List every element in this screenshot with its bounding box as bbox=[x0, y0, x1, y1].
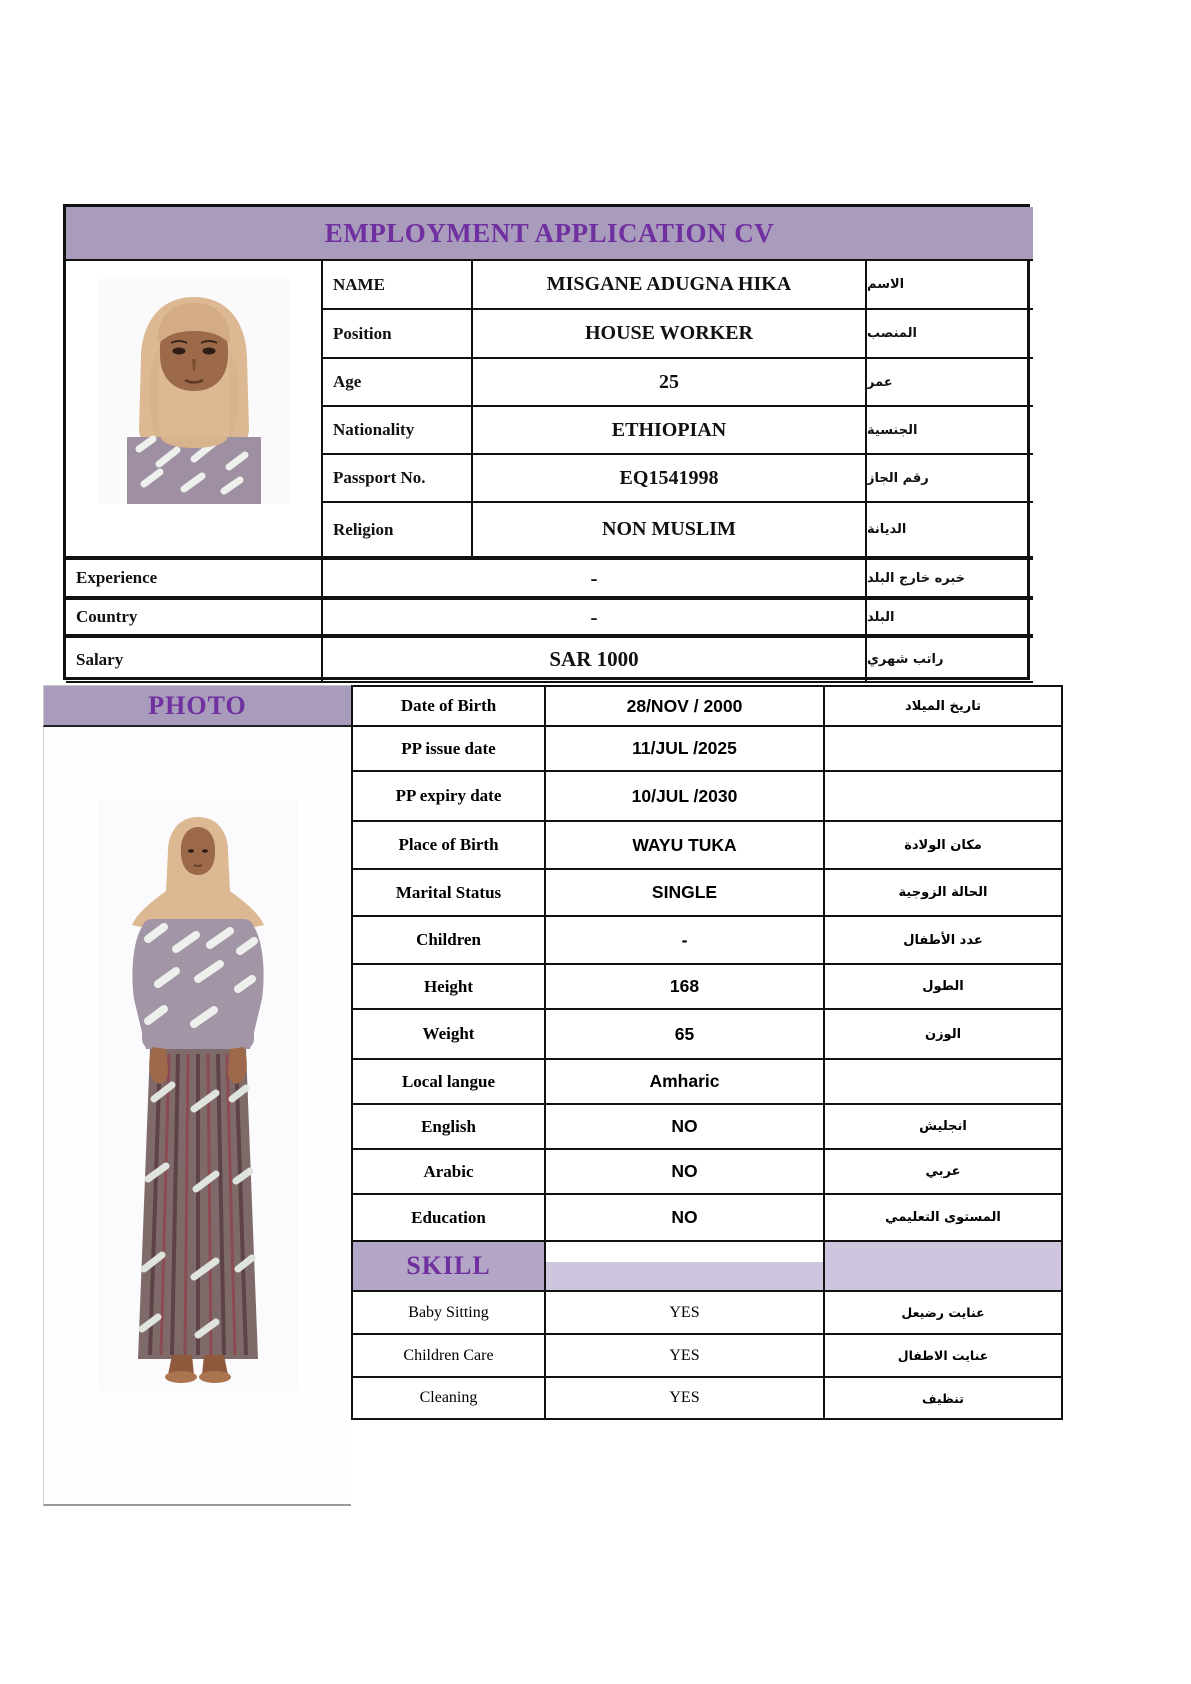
field-label-children: Children bbox=[351, 917, 546, 965]
field-label-arabic: Arabic bbox=[351, 1150, 546, 1195]
field-value: 168 bbox=[546, 965, 825, 1010]
field-value: SINGLE bbox=[546, 870, 825, 917]
field-label-age: Age bbox=[323, 359, 473, 407]
field-label-weight: Weight bbox=[351, 1010, 546, 1060]
field-value: SAR 1000 bbox=[323, 636, 867, 683]
field-value: - bbox=[323, 558, 867, 598]
field-label-position: Position bbox=[323, 310, 473, 359]
field-value: HOUSE WORKER bbox=[473, 310, 867, 359]
skill-value: YES bbox=[546, 1292, 825, 1335]
field-label-arabic: الاسم bbox=[867, 261, 1033, 310]
field-value: EQ1541998 bbox=[473, 455, 867, 503]
skill-label-cleaning: Cleaning bbox=[351, 1378, 546, 1420]
identity-table bbox=[63, 204, 1030, 680]
full-body-photo-cell bbox=[43, 727, 351, 1506]
field-label-local-langue: Local langue bbox=[351, 1060, 546, 1105]
field-label-arabic: الحالة الزوجية bbox=[825, 870, 1063, 917]
field-label-arabic: خبره خارج البلد bbox=[867, 558, 1033, 598]
skill-label-arabic: تنظيف bbox=[825, 1378, 1063, 1420]
field-label-arabic bbox=[825, 1060, 1063, 1105]
skill-header-split-cell bbox=[546, 1242, 825, 1292]
photo-section-title: PHOTO bbox=[43, 685, 351, 727]
field-label-arabic bbox=[825, 727, 1063, 772]
field-value: NO bbox=[546, 1195, 825, 1242]
field-label-arabic: المنصب bbox=[867, 310, 1033, 359]
field-label-pp-expiry-date: PP expiry date bbox=[351, 772, 546, 822]
field-label-english: English bbox=[351, 1105, 546, 1150]
field-label-arabic: الوزن bbox=[825, 1010, 1063, 1060]
field-label-nationality: Nationality bbox=[323, 407, 473, 455]
field-label-arabic: راتب شهري bbox=[867, 636, 1033, 683]
field-value: - bbox=[323, 598, 867, 636]
applicant-headshot bbox=[99, 279, 289, 504]
field-label-arabic: مكان الولادة bbox=[825, 822, 1063, 870]
field-value: 25 bbox=[473, 359, 867, 407]
field-value: - bbox=[546, 917, 825, 965]
field-label-arabic: تاريخ الميلاد bbox=[825, 685, 1063, 727]
field-value: NO bbox=[546, 1105, 825, 1150]
field-label-arabic: عربي bbox=[825, 1150, 1063, 1195]
field-label-height: Height bbox=[351, 965, 546, 1010]
field-value: NO bbox=[546, 1150, 825, 1195]
field-value: 28/NOV / 2000 bbox=[546, 685, 825, 727]
field-label-country: Country bbox=[66, 598, 323, 636]
skill-label-arabic: عنايت رضيعل bbox=[825, 1292, 1063, 1335]
field-label-arabic: انجليش bbox=[825, 1105, 1063, 1150]
field-label-marital-status: Marital Status bbox=[351, 870, 546, 917]
field-label-name: NAME bbox=[323, 261, 473, 310]
details-table bbox=[43, 685, 1063, 1506]
field-value: NON MUSLIM bbox=[473, 503, 867, 558]
field-label-arabic: الديانة bbox=[867, 503, 1033, 558]
skill-label-arabic: عنايت الاطفال bbox=[825, 1335, 1063, 1378]
field-label-education: Education bbox=[351, 1195, 546, 1242]
field-label-arabic: عدد الأطفال bbox=[825, 917, 1063, 965]
field-value: WAYU TUKA bbox=[546, 822, 825, 870]
field-label-arabic: عمر bbox=[867, 359, 1033, 407]
skill-value: YES bbox=[546, 1378, 825, 1420]
field-value: 10/JUL /2030 bbox=[546, 772, 825, 822]
field-label-place-of-birth: Place of Birth bbox=[351, 822, 546, 870]
field-label-passport-no-: Passport No. bbox=[323, 455, 473, 503]
skill-value: YES bbox=[546, 1335, 825, 1378]
field-label-arabic: المستوى التعليمي bbox=[825, 1195, 1063, 1242]
field-value: ETHIOPIAN bbox=[473, 407, 867, 455]
field-value: Amharic bbox=[546, 1060, 825, 1105]
field-label-experience: Experience bbox=[66, 558, 323, 598]
field-label-pp-issue-date: PP issue date bbox=[351, 727, 546, 772]
field-label-arabic: البلد bbox=[867, 598, 1033, 636]
skill-header-band-cell bbox=[825, 1242, 1063, 1292]
field-label-arabic: الجنسية bbox=[867, 407, 1033, 455]
skill-label-children-care: Children Care bbox=[351, 1335, 546, 1378]
cv-title: EMPLOYMENT APPLICATION CV bbox=[66, 207, 1033, 261]
field-label-salary: Salary bbox=[66, 636, 323, 683]
skill-section-title: SKILL bbox=[351, 1242, 546, 1292]
skill-label-baby-sitting: Baby Sitting bbox=[351, 1292, 546, 1335]
field-label-religion: Religion bbox=[323, 503, 473, 558]
field-value: 65 bbox=[546, 1010, 825, 1060]
field-label-arabic: الطول bbox=[825, 965, 1063, 1010]
field-label-arabic: رقم الجاز bbox=[867, 455, 1033, 503]
headshot-photo-cell bbox=[66, 261, 323, 558]
field-label-arabic bbox=[825, 772, 1063, 822]
field-value: MISGANE ADUGNA HIKA bbox=[473, 261, 867, 310]
field-label-date-of-birth: Date of Birth bbox=[351, 685, 546, 727]
field-value: 11/JUL /2025 bbox=[546, 727, 825, 772]
applicant-full-body-photo bbox=[98, 799, 298, 1391]
